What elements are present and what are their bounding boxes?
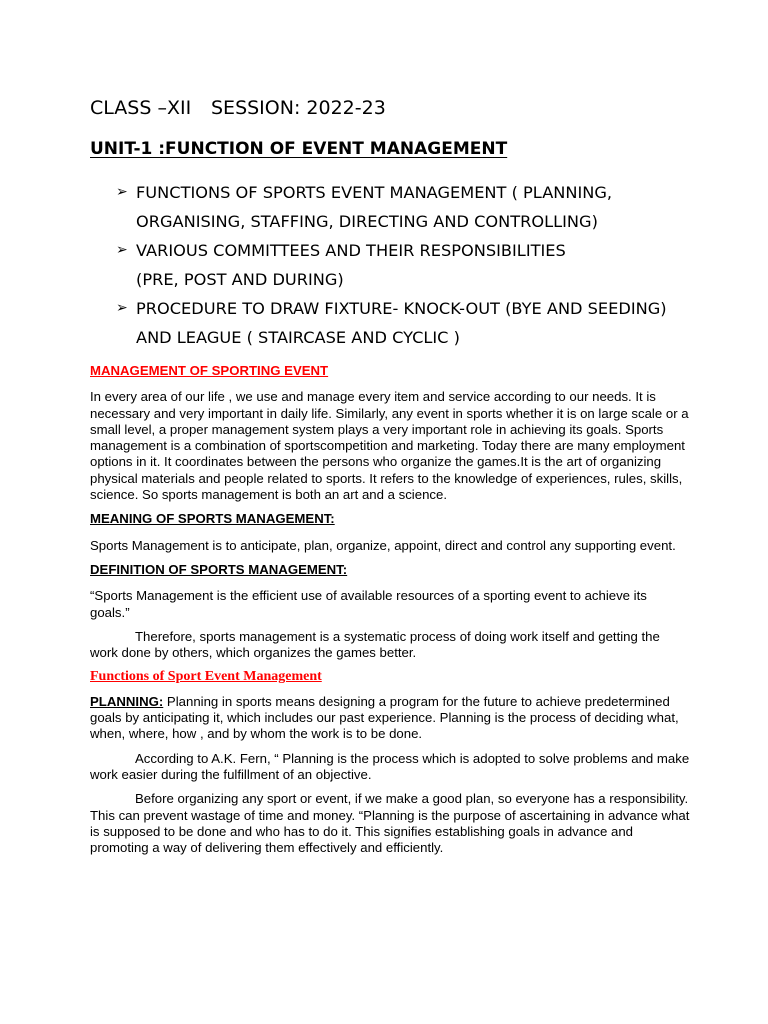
unit-title: UNIT-1 :FUNCTION OF EVENT MANAGEMENT	[90, 139, 508, 159]
management-paragraph: In every area of our life , we use and manage every item and service according to our needs. It is necessary and very important in daily life. Similarly, any event in sports whether it is on large scale or a small level, a proper management system plays a very important role in achieving its goals. Sports management is a combination of sportscompetition and marketing. Today there are many employment options in it. It coordinates between the persons who organize the games.It is the art of organizing physical materials and people related to sports. It refers to the knowledge of experiences, rules, skills, science. So sports management is both an art and a science.	[90, 389, 689, 503]
definition-paragraph: Therefore, sports management is a systematic process of doing work itself and getting the work done by others, which organizes the games better.	[90, 628, 660, 661]
class-label: CLASS –XII	[90, 97, 192, 119]
meaning-heading: MEANING OF SPORTS MANAGEMENT:	[90, 511, 335, 527]
class-session-line	[90, 96, 386, 120]
organizing-paragraph: Before organizing any sport or event, if we make a good plan, so everyone has a responsibility. This can prevent wastage of time and money. “Planning is the purpose of ascertaining in advance what is supposed to be done and who has to do it. This signifies establishing goals in advance and promoting a way of delivering them effectively and efficiently.	[90, 791, 690, 856]
arrow-bullet-icon: ➢	[116, 242, 128, 258]
definition-heading: DEFINITION OF SPORTS MANAGEMENT:	[90, 561, 348, 577]
topic-line: ORGANISING, STAFFING, DIRECTING AND CONTROLLING)	[136, 212, 598, 231]
session-label: SESSION: 2022-23	[211, 97, 386, 119]
topic-item	[116, 294, 716, 352]
topic-line: FUNCTIONS OF SPORTS EVENT MANAGEMENT ( PLANNING,	[136, 183, 613, 202]
management-heading: MANAGEMENT OF SPORTING EVENT	[90, 363, 329, 378]
definition-quote: “Sports Management is the efficient use of available resources of a sporting event to achieve its goals.”	[90, 588, 647, 620]
topic-line: PROCEDURE TO DRAW FIXTURE- KNOCK-OUT (BYE AND SEEDING)	[136, 299, 667, 318]
arrow-bullet-icon: ➢	[116, 300, 128, 316]
functions-heading: Functions of Sport Event Management	[90, 669, 322, 685]
body-content	[90, 363, 690, 864]
topic-list	[116, 178, 716, 352]
meaning-paragraph: Sports Management is to anticipate, plan, organize, appoint, direct and control any supporting event.	[90, 537, 676, 553]
topic-line: VARIOUS COMMITTEES AND THEIR RESPONSIBILITIES	[136, 241, 566, 260]
arrow-bullet-icon: ➢	[116, 184, 128, 200]
topic-item	[116, 236, 716, 294]
planning-paragraph	[90, 694, 690, 743]
fern-quote-paragraph: According to A.K. Fern, “ Planning is the process which is adopted to solve problems and make work easier during the fulfillment of an objective.	[90, 750, 690, 782]
topic-line: (PRE, POST AND DURING)	[136, 270, 344, 289]
topic-item	[116, 178, 716, 236]
planning-term: PLANNING:	[90, 693, 164, 709]
topic-line: AND LEAGUE ( STAIRCASE AND CYCLIC )	[136, 328, 460, 347]
planning-text: Planning in sports means designing a program for the future to achieve predetermined goals by anticipating it, which includes our past experience. Planning is the process of deciding what, when, where, how , and by whom the work is to be done.	[90, 693, 679, 742]
